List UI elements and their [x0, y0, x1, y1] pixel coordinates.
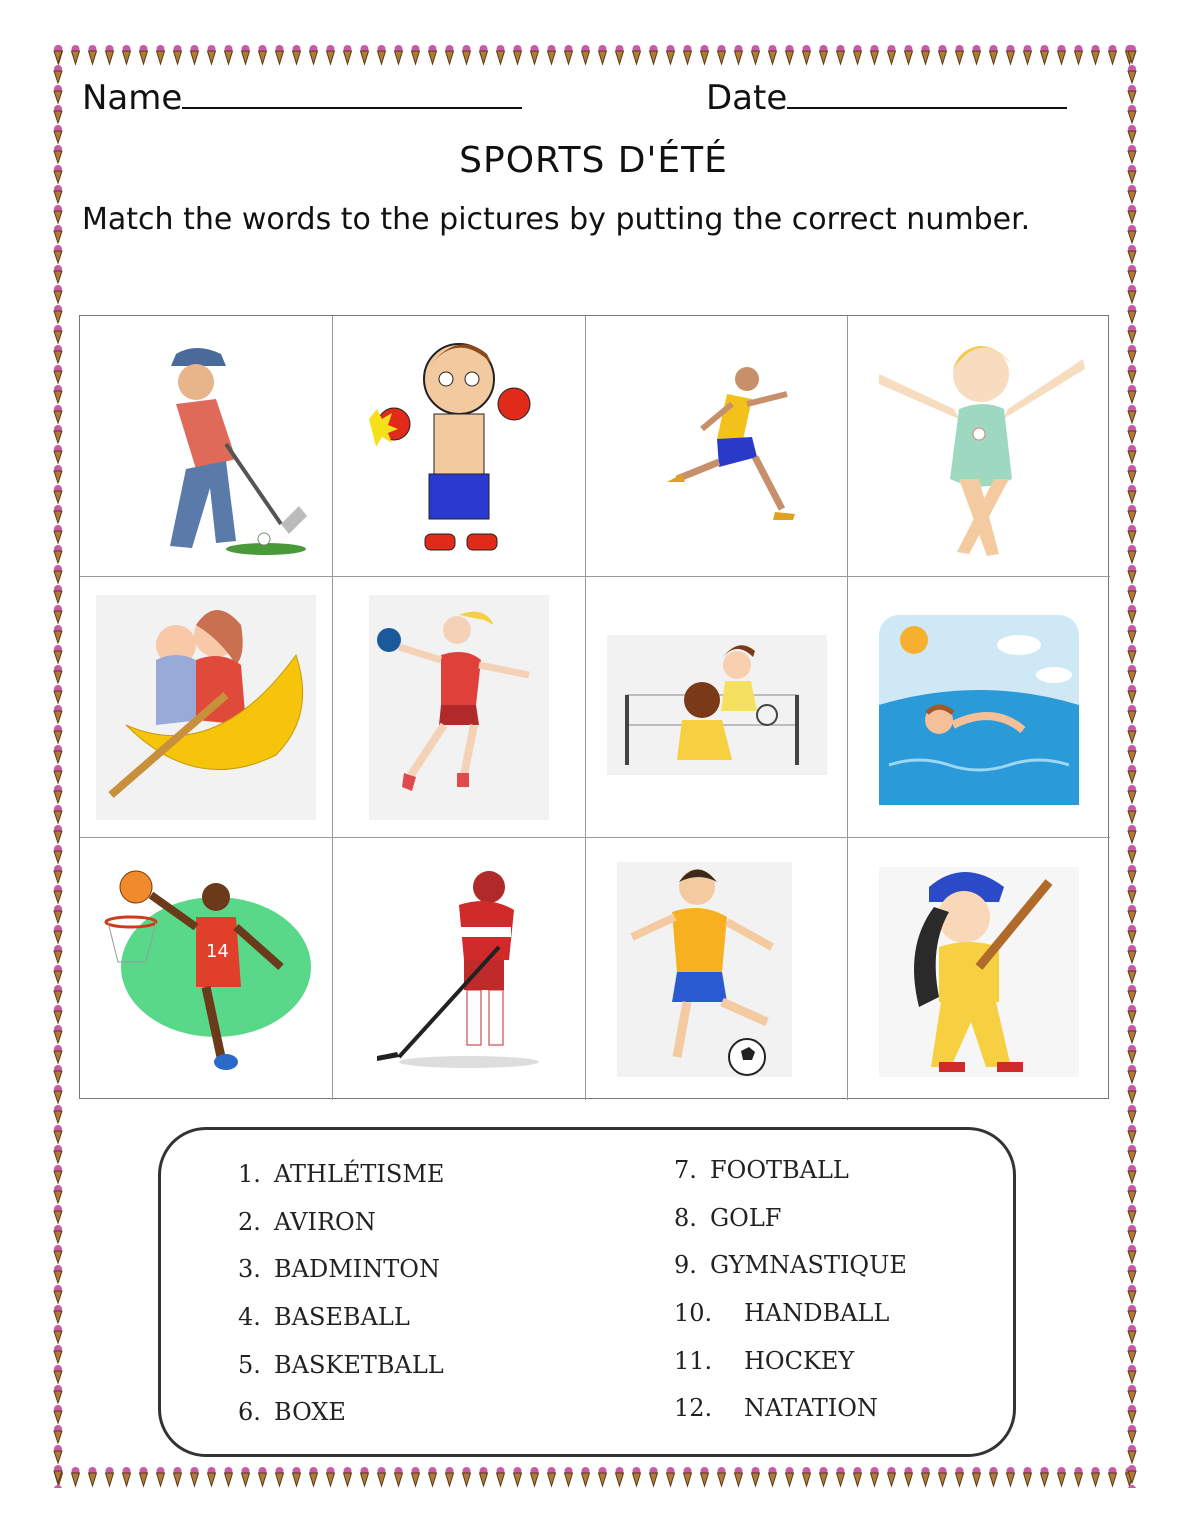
picture-cell[interactable] [586, 577, 848, 838]
cone-border-pattern [50, 44, 1140, 66]
item-word: HANDBALL [744, 1299, 890, 1328]
swimming-icon [869, 595, 1089, 820]
cone-border-pattern [1124, 44, 1140, 1488]
list-item [674, 1156, 907, 1204]
item-word: GYMNASTIQUE [710, 1251, 907, 1280]
picture-cell[interactable] [333, 577, 586, 838]
item-number: 12. [674, 1394, 713, 1423]
item-number: 8. [674, 1203, 697, 1232]
word-bank-left-column [238, 1160, 444, 1446]
list-item [674, 1251, 907, 1299]
decorative-border-top [50, 44, 1140, 66]
item-word: BASKETBALL [274, 1350, 444, 1379]
handball-icon [349, 595, 569, 820]
gymnastics-icon [869, 334, 1089, 559]
list-item [238, 1351, 444, 1399]
item-number: 11. [674, 1346, 713, 1375]
item-word: AVIRON [274, 1207, 376, 1236]
page-title: SPORTS D'ÉTÉ [459, 140, 728, 181]
date-field[interactable] [706, 78, 1067, 118]
item-number: 2. [238, 1207, 261, 1236]
golf-icon [96, 334, 316, 559]
football-icon [607, 857, 827, 1082]
item-word: NATATION [744, 1394, 878, 1423]
badminton-icon [607, 595, 827, 820]
item-word: BASEBALL [274, 1303, 410, 1332]
hockey-icon [349, 857, 569, 1082]
name-field[interactable] [82, 78, 522, 118]
list-item [238, 1255, 444, 1303]
picture-grid [79, 315, 1109, 1099]
basketball-icon [96, 857, 316, 1082]
item-number: 9. [674, 1251, 697, 1280]
item-number: 5. [238, 1350, 261, 1379]
decorative-border-bottom [50, 1466, 1140, 1488]
word-bank-right-column [674, 1156, 907, 1442]
picture-cell[interactable] [333, 838, 586, 1100]
item-number: 6. [238, 1398, 261, 1427]
list-item [238, 1398, 444, 1446]
item-number: 3. [238, 1255, 261, 1284]
item-number: 7. [674, 1156, 697, 1184]
picture-cell[interactable] [586, 838, 848, 1100]
name-blank[interactable] [182, 83, 522, 109]
picture-cell[interactable] [80, 316, 333, 577]
baseball-icon [869, 857, 1089, 1082]
instruction-text: Match the words to the pictures by putting the correct number. [82, 202, 1031, 237]
list-item [674, 1394, 907, 1442]
cone-border-pattern [50, 1466, 1140, 1488]
item-number: 10. [674, 1299, 713, 1328]
name-label: Name [82, 78, 183, 118]
date-label: Date [706, 78, 788, 118]
picture-cell[interactable] [80, 838, 333, 1100]
picture-cell[interactable] [586, 316, 848, 577]
list-item [238, 1303, 444, 1351]
picture-cell[interactable] [848, 316, 1110, 577]
item-word: GOLF [710, 1203, 782, 1232]
item-word: FOOTBALL [710, 1156, 849, 1184]
list-item [238, 1208, 444, 1256]
picture-cell[interactable] [848, 577, 1110, 838]
list-item [238, 1160, 444, 1208]
item-word: BADMINTON [274, 1255, 440, 1284]
running-icon [607, 334, 827, 559]
item-word: ATHLÉTISME [274, 1160, 445, 1188]
boxing-icon [349, 334, 569, 559]
item-number: 4. [238, 1303, 261, 1332]
item-word: BOXE [274, 1398, 346, 1427]
picture-cell[interactable] [333, 316, 586, 577]
decorative-border-right [1124, 44, 1140, 1488]
date-blank[interactable] [787, 83, 1067, 109]
item-number: 1. [238, 1160, 261, 1188]
list-item [674, 1204, 907, 1252]
svg-text:14: 14 [206, 940, 229, 962]
list-item [674, 1347, 907, 1395]
rowing-icon [96, 595, 316, 820]
item-word: HOCKEY [744, 1346, 855, 1375]
picture-cell[interactable] [848, 838, 1110, 1100]
list-item [674, 1299, 907, 1347]
picture-cell[interactable] [80, 577, 333, 838]
decorative-border-left [50, 44, 66, 1488]
cone-border-pattern [50, 44, 66, 1488]
